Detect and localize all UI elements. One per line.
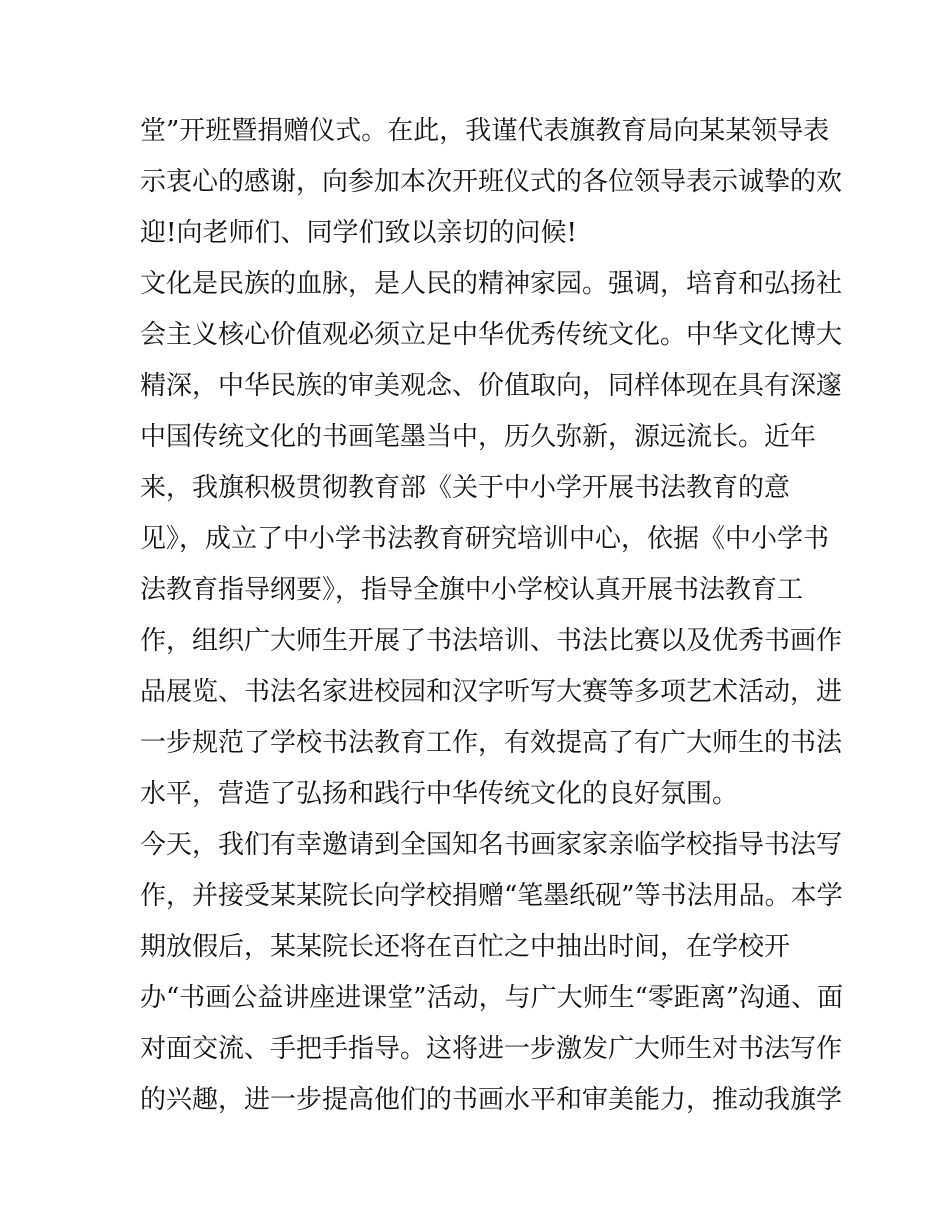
text-line: 的兴趣，进一步提高他们的书画水平和审美能力，推动我旗学 — [140, 1085, 843, 1115]
text-line: 今天，我们有幸邀请到全国知名书画家家亲临学校指导书法写 — [140, 830, 843, 860]
text-line: 品展览、书法名家进校园和汉字听写大赛等多项艺术活动，进 — [140, 677, 843, 707]
body-text — [140, 106, 844, 1126]
text-line: 示衷心的感谢，向参加本次开班仪式的各位领导表示诚挚的欢 — [140, 167, 843, 197]
text-line: 精深，中华民族的审美观念、价值取向，同样体现在具有深邃 — [140, 371, 843, 401]
text-line: 来，我旗积极贯彻教育部《关于中小学开展书法教育的意 — [140, 473, 791, 503]
text-line: 作，并接受某某院长向学校捐赠“笔墨纸砚”等书法用品。本学 — [140, 881, 843, 911]
text-line: 见》，成立了中小学书法教育研究培训中心，依据《中小学书 — [140, 524, 830, 554]
text-line: 办“书画公益讲座进课堂”活动，与广大师生“零距离”沟通、面 — [140, 983, 844, 1013]
text-line: 中国传统文化的书画笔墨当中，历久弥新，源远流长。近年 — [140, 422, 817, 452]
text-line: 水平，营造了弘扬和践行中华传统文化的良好氛围。 — [140, 779, 739, 809]
text-line: 法教育指导纲要》，指导全旗中小学校认真开展书法教育工 — [140, 575, 804, 605]
text-line: 迎!向老师们、同学们致以亲切的问候! — [140, 218, 577, 248]
text-line: 堂”开班暨捐赠仪式。在此，我谨代表旗教育局向某某领导表 — [140, 116, 830, 146]
text-line: 文化是民族的血脉，是人民的精神家园。强调，培育和弘扬社 — [140, 269, 843, 299]
text-line: 期放假后，某某院长还将在百忙之中抽出时间，在学校开 — [140, 932, 791, 962]
text-line: 作，组织广大师生开展了书法培训、书法比赛以及优秀书画作 — [140, 626, 843, 656]
text-line: 对面交流、手把手指导。这将进一步激发广大师生对书法写作 — [140, 1034, 843, 1064]
text-line: 一步规范了学校书法教育工作，有效提高了有广大师生的书法 — [140, 728, 843, 758]
text-line: 会主义核心价值观必须立足中华优秀传统文化。中华文化博大 — [140, 320, 843, 350]
